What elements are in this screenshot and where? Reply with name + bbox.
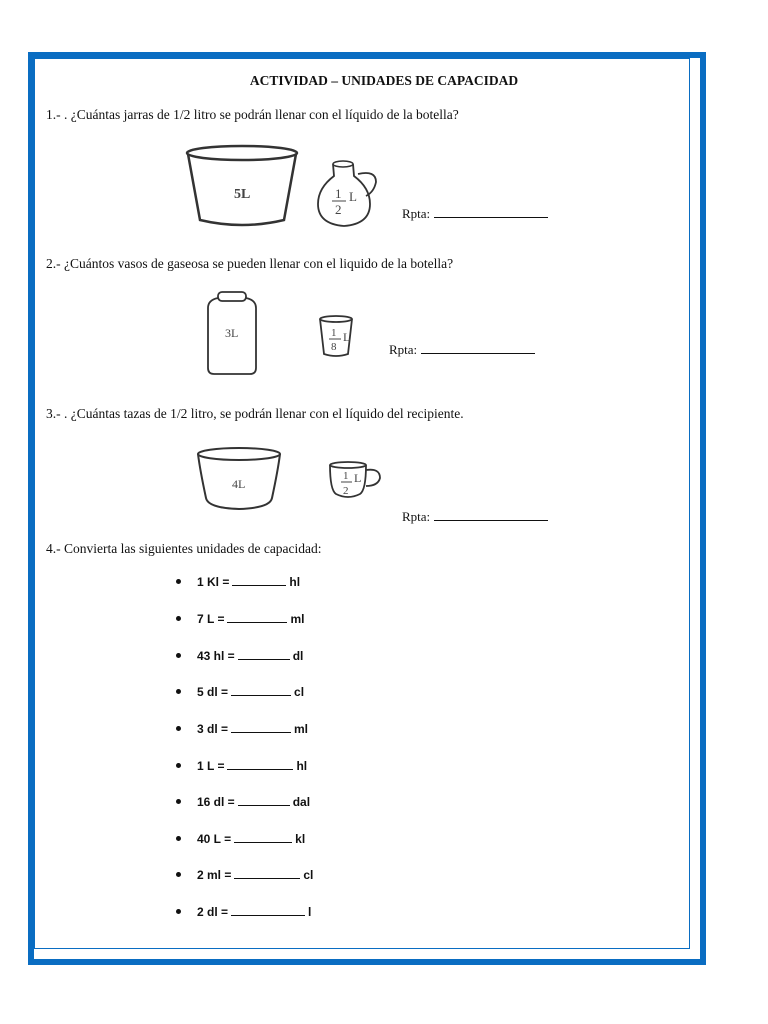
- conversion-item[interactable]: 1 Kl = hl: [176, 575, 300, 589]
- conversion-blank[interactable]: [227, 612, 287, 623]
- glass-unit: L: [343, 330, 351, 344]
- cup-half-liter-figure: [328, 460, 384, 500]
- bullet-icon: [176, 689, 181, 694]
- jug-fraction-denominator: 2: [335, 202, 342, 217]
- conversion-blank[interactable]: [234, 868, 300, 879]
- jug-half-liter-figure: [314, 158, 380, 230]
- answer-3-line[interactable]: [434, 508, 548, 521]
- bottle-3l-figure: [204, 290, 260, 376]
- jug-unit: L: [349, 189, 357, 204]
- conversion-blank[interactable]: [232, 575, 286, 586]
- conversion-item[interactable]: 40 L = kl: [176, 832, 305, 846]
- conversion-item[interactable]: 7 L = ml: [176, 612, 304, 626]
- question-2: 2.- ¿Cuántos vasos de gaseosa se pueden llenar con el liquido de la botella?: [46, 256, 454, 271]
- bullet-icon: [176, 799, 181, 804]
- conversion-blank[interactable]: [227, 759, 293, 770]
- bullet-icon: [176, 836, 181, 841]
- answer-1[interactable]: [402, 205, 548, 222]
- conversion-item[interactable]: 2 dl = l: [176, 905, 311, 919]
- jug-fraction-numerator: 1: [335, 186, 342, 201]
- conversion-blank[interactable]: [234, 832, 292, 843]
- question-1: 1.- . ¿Cuántas jarras de 1/2 litro se podrán llenar con el líquido de la botella?: [46, 107, 459, 122]
- conversion-blank[interactable]: [231, 905, 305, 916]
- glass-eighth-liter-figure: [318, 314, 356, 358]
- glass-fraction-denominator: 8: [331, 341, 337, 353]
- glass-fraction-numerator: 1: [331, 327, 337, 339]
- bullet-icon: [176, 909, 181, 914]
- answer-3[interactable]: [402, 508, 548, 525]
- question-3: 3.- . ¿Cuántas tazas de 1/2 litro, se podrán llenar con el líquido del recipiente.: [46, 406, 464, 421]
- container-4l-figure: [196, 446, 282, 512]
- conversion-blank[interactable]: [231, 685, 291, 696]
- conversion-item[interactable]: 16 dl = dal: [176, 795, 310, 809]
- conversion-item[interactable]: 2 ml = cl: [176, 868, 313, 882]
- cup-fraction-numerator: 1: [343, 470, 349, 482]
- answer-1-line[interactable]: [434, 205, 548, 218]
- conversion-item[interactable]: 5 dl = cl: [176, 685, 304, 699]
- bullet-icon: [176, 653, 181, 658]
- answer-2-label: Rpta:: [389, 342, 418, 357]
- question-4: 4.- Convierta las siguientes unidades de capacidad:: [46, 541, 322, 556]
- conversion-blank[interactable]: [231, 722, 291, 733]
- answer-2-line[interactable]: [421, 341, 535, 354]
- container-4l-label: 4L: [232, 477, 246, 491]
- cup-unit: L: [354, 471, 362, 485]
- bullet-icon: [176, 616, 181, 621]
- conversion-blank[interactable]: [238, 795, 290, 806]
- worksheet-title: ACTIVIDAD – UNIDADES DE CAPACIDAD: [249, 73, 519, 88]
- bucket-5l-figure: [184, 144, 300, 228]
- conversion-item[interactable]: 1 L = hl: [176, 759, 307, 773]
- bullet-icon: [176, 726, 181, 731]
- bullet-icon: [176, 872, 181, 877]
- answer-3-label: Rpta:: [402, 509, 431, 524]
- answer-1-label: Rpta:: [402, 206, 431, 221]
- conversion-item[interactable]: 3 dl = ml: [176, 722, 308, 736]
- bucket-5l-label: 5L: [234, 187, 251, 202]
- bullet-icon: [176, 763, 181, 768]
- answer-2[interactable]: [389, 341, 535, 358]
- cup-fraction-denominator: 2: [343, 485, 349, 497]
- conversion-blank[interactable]: [238, 649, 290, 660]
- conversion-item[interactable]: 43 hl = dl: [176, 649, 303, 663]
- bottle-3l-label: 3L: [225, 326, 239, 340]
- bullet-icon: [176, 579, 181, 584]
